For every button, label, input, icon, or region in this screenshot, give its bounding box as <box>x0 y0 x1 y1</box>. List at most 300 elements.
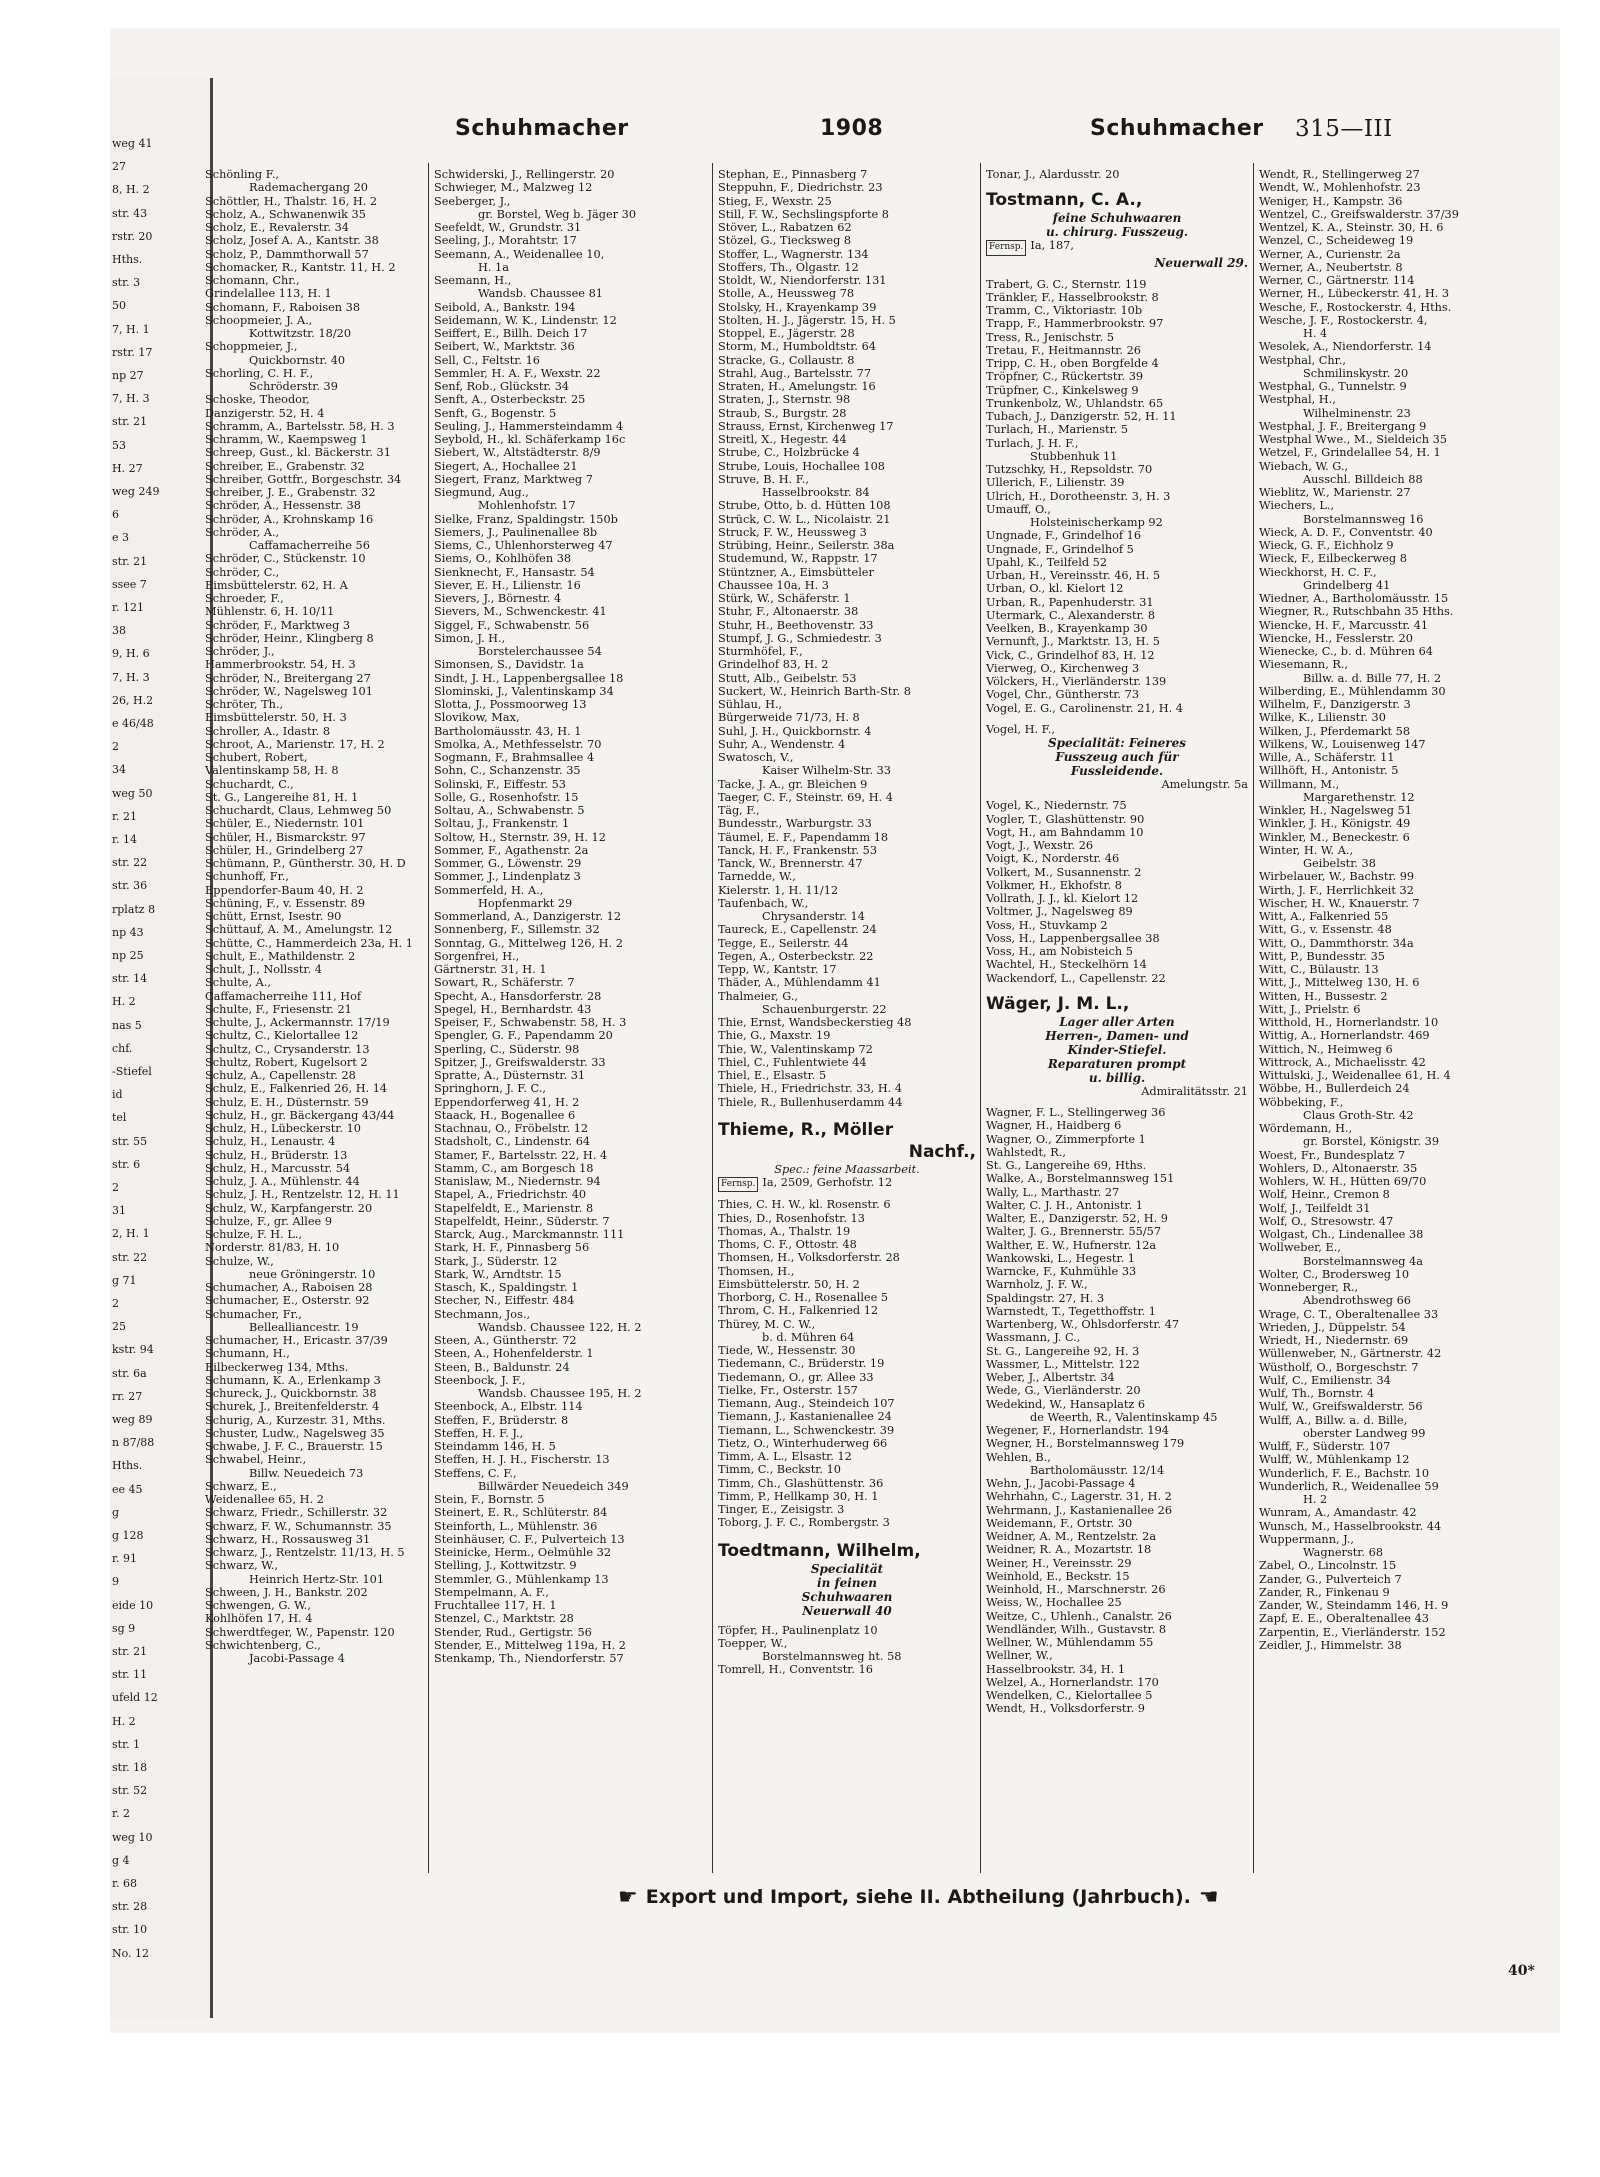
waeger-line-4: Reparaturen prompt <box>1047 1056 1187 1071</box>
margin-fragment: str. 28 <box>112 1900 148 1914</box>
directory-entry: Schröder, A., Hessenstr. 38 <box>205 499 361 513</box>
directory-entry: Stark, J., Süderstr. 12 <box>434 1254 558 1268</box>
directory-entry: Tepp, W., Kantstr. 17 <box>718 963 837 976</box>
directory-entry: Wesolek, A., Niendorferstr. 14 <box>1259 340 1432 354</box>
directory-entry: Ausschl. Billdeich 88 <box>1303 472 1423 486</box>
directory-entry: Stözel, G., Tiecksweg 8 <box>718 234 852 248</box>
directory-entry: Jacobi-Passage 4 <box>249 1652 345 1665</box>
directory-entry: Winkler, H., Nagelsweg 51 <box>1259 804 1412 817</box>
directory-entry: Wrage, C. T., Oberaltenallee 33 <box>1259 1307 1439 1321</box>
margin-fragment: np 27 <box>112 369 144 382</box>
directory-entry: Borstelerchaussee 54 <box>478 645 602 658</box>
directory-entry: Thalmeier, G., <box>718 989 798 1003</box>
directory-entry: Timm, A. L., Elsastr. 12 <box>718 1450 852 1463</box>
directory-entry: Tiedemann, O., gr. Allee 33 <box>718 1370 874 1384</box>
directory-entry: Schumacher, E., Osterstr. 92 <box>205 1294 370 1308</box>
directory-entry: Schureck, J., Quickbornstr. 38 <box>205 1387 377 1400</box>
directory-entry: Schröder, C., <box>205 565 280 579</box>
directory-entry: Mohlenhofstr. 17 <box>478 499 576 513</box>
directory-entry: Schwarz, H., Rossausweg 31 <box>205 1532 371 1546</box>
directory-entry: Wille, A., Schäferstr. 11 <box>1259 751 1395 764</box>
directory-entry: Schomacker, R., Kantstr. 11, H. 2 <box>205 260 396 274</box>
margin-fragment: str. 52 <box>112 1784 148 1798</box>
directory-entry: Sievers, J., Börnestr. 4 <box>434 592 562 605</box>
directory-entry: Wehrhahn, C., Lagerstr. 31, H. 2 <box>986 1490 1172 1504</box>
directory-entry: Schröder, Heinr., Klingberg 8 <box>205 631 374 645</box>
directory-entry: Stumpf, J. G., Schmiedestr. 3 <box>718 631 882 645</box>
directory-entry: Sogmann, F., Brahmsallee 4 <box>434 751 595 764</box>
margin-fragment: rr. 27 <box>112 1389 143 1403</box>
directory-entry: Wischer, H. W., Knauerstr. 7 <box>1259 896 1420 910</box>
directory-entry: Wienecke, C., b. d. Mühren 64 <box>1259 645 1433 658</box>
directory-entry: Wördemann, H., <box>1259 1122 1353 1135</box>
directory-entry: Senft, G., Bogenstr. 5 <box>434 406 557 420</box>
margin-fragment: str. 43 <box>112 206 148 220</box>
directory-entry: Stachnau, O., Fröbelstr. 12 <box>434 1122 589 1135</box>
directory-entry: Wuppermann, J., <box>1259 1532 1354 1546</box>
directory-entry: Wilken, J., Pferdemarkt 58 <box>1259 724 1411 738</box>
margin-fragment: g <box>112 1505 120 1519</box>
directory-entry: Urban, R., Papenhuderstr. 31 <box>986 595 1154 609</box>
margin-fragment: 26, H.2 <box>112 693 154 707</box>
directory-entry: Schüler, E., Niedernstr. 101 <box>205 817 365 831</box>
directory-entry: Stoppel, E., Jägerstr. 28 <box>718 327 855 340</box>
directory-entry: Schumacher, H., Ericastr. 37/39 <box>205 1334 388 1347</box>
directory-entry: Wandsb. Chaussee 122, H. 2 <box>478 1320 642 1334</box>
directory-entry: Willmann, M., <box>1259 777 1340 791</box>
directory-entry: Urban, O., kl. Kielort 12 <box>986 582 1124 596</box>
directory-entry: Schröder, A., Krohnskamp 16 <box>205 512 374 526</box>
directory-entry: Witthold, H., Hornerlandstr. 10 <box>1259 1016 1439 1029</box>
directory-entry: Witten, H., Bussestr. 2 <box>1259 989 1388 1003</box>
margin-fragment: 7, H. 1 <box>112 322 150 336</box>
directory-entry: Struck, F. W., Heussweg 3 <box>718 525 867 539</box>
margin-fragment: n 87/88 <box>112 1436 155 1450</box>
directory-entry: Straten, J., Sternstr. 98 <box>718 393 851 407</box>
directory-entry: Schröder, C., Stückenstr. 10 <box>205 552 366 566</box>
thieme-name-2: Nachf., <box>908 1141 976 1162</box>
directory-entry: Wellner, W., <box>986 1649 1053 1663</box>
directory-entry: Borstelmannsweg 4a <box>1303 1254 1424 1268</box>
directory-entry: Thoms, C. F., Ottostr. 48 <box>718 1238 857 1251</box>
directory-entry: Wiebach, W. G., <box>1259 459 1349 473</box>
thieme-name-1: Thieme, R., Möller <box>718 1119 894 1140</box>
directory-entry: Wulff, W., Mühlenkamp 12 <box>1259 1453 1410 1467</box>
directory-entry: Trapp, F., Hammerbrookstr. 97 <box>986 317 1164 331</box>
waeger-address: Admiralitätsstr. 21 <box>1141 1084 1248 1098</box>
margin-fragment: g 128 <box>112 1529 144 1542</box>
directory-entry: Schmilinskystr. 20 <box>1303 366 1409 380</box>
directory-entry: Wolgast, Ch., Lindenallee 38 <box>1259 1228 1424 1241</box>
waeger-advertisement <box>986 993 1248 1098</box>
directory-entry: Schulz, J. A., Mühlenstr. 44 <box>205 1175 360 1188</box>
directory-entry: Schulz, J. H., Rentzelstr. 12, H. 11 <box>205 1188 400 1202</box>
directory-entry: Siems, C., Uhlenhorsterweg 47 <box>434 539 613 552</box>
directory-entry: Sonntag, G., Mittelweg 126, H. 2 <box>434 936 623 950</box>
directory-entry: Ungnade, F., Grindelhof 16 <box>986 529 1142 543</box>
directory-entry: Timm, P., Hellkamp 30, H. 1 <box>718 1489 879 1503</box>
directory-entry: Struve, B. H. F., <box>718 472 809 486</box>
vogel-advertisement <box>986 723 1248 792</box>
directory-entry: Schulze, F. H. L., <box>205 1228 303 1241</box>
directory-entry: Stapelfeldt, E., Marienstr. 8 <box>434 1201 594 1215</box>
directory-entry: Welzel, A., Hornerlandstr. 170 <box>986 1675 1159 1689</box>
directory-entry: Weber, J., Albertstr. 34 <box>986 1371 1115 1384</box>
waeger-name: Wäger, J. M. L., <box>986 993 1130 1014</box>
directory-entry: gr. Borstel, Königstr. 39 <box>1303 1135 1440 1149</box>
directory-entry: Schwarz, F. W., Schumannstr. 35 <box>205 1519 392 1533</box>
directory-entry: Sindt, J. H., Lappenbergsallee 18 <box>434 671 624 685</box>
directory-entry: Wendt, W., Mohlenhofstr. 23 <box>1259 181 1421 195</box>
directory-entry: Mühlenstr. 6, H. 10/11 <box>205 605 335 619</box>
directory-entry: Wassmann, J. C., <box>986 1331 1081 1345</box>
directory-entry: Tielke, Fr., Osterstr. 157 <box>718 1383 858 1397</box>
directory-entry: Specht, A., Hansdorferstr. 28 <box>434 989 602 1003</box>
directory-entry: Seibert, W., Marktstr. 36 <box>434 340 575 354</box>
directory-entry: Toepper, W., <box>718 1636 788 1650</box>
directory-entry: Wirbelauer, W., Bachstr. 99 <box>1259 870 1415 884</box>
directory-entry: Stadsholt, C., Lindenstr. 64 <box>434 1135 591 1149</box>
margin-fragment: str. 1 <box>112 1737 141 1751</box>
directory-entry: Wartenberg, W., Ohlsdorferstr. 47 <box>986 1318 1180 1331</box>
directory-entry: Valentinskamp 58, H. 8 <box>205 764 339 778</box>
directory-entry: Stuhr, F., Altonaerstr. 38 <box>718 605 859 619</box>
directory-entry: Vogt, H., am Bahndamm 10 <box>986 825 1144 839</box>
toedtmann-name: Toedtmann, Wilhelm, <box>718 1540 921 1561</box>
directory-entry: Seeling, J., Morahtstr. 17 <box>434 234 577 248</box>
directory-entry: Voltmer, J., Nagelsweg 89 <box>986 905 1133 919</box>
directory-entry: Wetzel, F., Grindelallee 54, H. 1 <box>1259 446 1441 460</box>
directory-entry: Schulte, A., <box>205 976 271 990</box>
directory-entry: Tränkler, F., Hasselbrookstr. 8 <box>986 290 1159 304</box>
directory-entry: Wachtel, H., Steckelhörn 14 <box>986 958 1147 972</box>
directory-entry: Wankowski, L., Hegestr. 1 <box>986 1251 1135 1265</box>
directory-entry: Norderstr. 81/83, H. 10 <box>205 1241 340 1255</box>
directory-entry: Seuling, J., Hammersteindamm 4 <box>434 419 624 433</box>
directory-entry: b. d. Mühren 64 <box>762 1330 855 1344</box>
directory-entry: Claus Groth-Str. 42 <box>1303 1108 1414 1122</box>
directory-entry: Wagner, F. L., Stellingerweg 36 <box>986 1106 1166 1119</box>
directory-entry: Tröpfner, C., Rückertstr. 39 <box>986 370 1144 384</box>
margin-fragment: str. 18 <box>112 1761 148 1774</box>
directory-entry: Willhöft, H., Antonistr. 5 <box>1259 764 1399 778</box>
directory-entry: Schröder, A., <box>205 525 280 539</box>
directory-entry: Wilkens, W., Louisenweg 147 <box>1259 737 1426 751</box>
directory-entry: Schurig, A., Kurzestr. 31, Mths. <box>205 1413 386 1427</box>
directory-entry: Thiele, H., Friedrichstr. 33, H. 4 <box>718 1082 903 1096</box>
directory-entry: Chaussee 10a, H. 3 <box>718 578 829 592</box>
directory-entry: Thorborg, C. H., Rosenallee 5 <box>718 1291 889 1304</box>
directory-entry: Schurek, J., Breitenfelderstr. 4 <box>205 1400 380 1414</box>
directory-entry: Weidenallee 65, H. 2 <box>205 1493 324 1506</box>
margin-fragment: e 46/48 <box>112 717 154 730</box>
directory-entry: Thiel, E., Elsastr. 5 <box>718 1069 827 1082</box>
directory-entry: Thies, C. H. W., kl. Rosenstr. 6 <box>718 1198 891 1212</box>
margin-fragment: g 71 <box>112 1273 137 1287</box>
directory-entry: Suckert, W., Heinrich Barth-Str. 8 <box>718 684 911 698</box>
directory-entry: Slotta, J., Possmoorweg 13 <box>434 698 587 711</box>
directory-entry: Bartholomäusstr. 12/14 <box>1030 1463 1165 1477</box>
directory-entry: Schulze, F., gr. Allee 9 <box>205 1214 333 1228</box>
directory-column-4 <box>986 168 1248 1716</box>
thieme-phone-line <box>718 1176 976 1192</box>
directory-column-2 <box>434 168 707 1665</box>
directory-entry: Seidemann, W. K., Lindenstr. 12 <box>434 313 617 327</box>
toedtmann-advertisement <box>718 1540 976 1618</box>
directory-entry: Wittich, N., Heimweg 6 <box>1259 1042 1393 1056</box>
margin-fragment: str. 21 <box>112 415 148 429</box>
directory-entry: Scholz, A., Schwanenwik 35 <box>205 207 366 221</box>
directory-entry: Steppuhn, F., Diedrichstr. 23 <box>718 181 883 195</box>
directory-entry: Schult, E., Mathildenstr. 2 <box>205 949 356 963</box>
directory-entry: Eppendorferweg 41, H. 2 <box>434 1095 580 1109</box>
directory-entry: Billw. a. d. Bille 77, H. 2 <box>1303 671 1442 685</box>
margin-fragment: 34 <box>112 763 126 777</box>
directory-entry: Abendrothsweg 66 <box>1303 1294 1411 1308</box>
vogel-line-2: Fusszeug auch für <box>1055 750 1179 764</box>
directory-entry: Schorling, C. H. F., <box>205 366 314 380</box>
directory-entry: Stolsky, H., Krayenkamp 39 <box>718 300 877 314</box>
directory-entry: Schwarz, Friedr., Schillerstr. 32 <box>205 1506 388 1520</box>
tostmann-phone: Ia, 187, <box>1030 239 1074 253</box>
directory-entry: Zander, W., Steindamm 146, H. 9 <box>1259 1599 1449 1612</box>
directory-entry: Tegge, E., Seilerstr. 44 <box>718 936 849 950</box>
margin-fragment: weg 41 <box>112 137 153 150</box>
directory-entry: Sonnenberg, F., Sillemstr. 32 <box>434 923 600 937</box>
margin-fragment: str. 22 <box>112 1250 148 1264</box>
directory-entry: Schwerdtfeger, W., Papenstr. 120 <box>205 1625 395 1639</box>
directory-entry: Siemers, J., Paulinenallee 8b <box>434 525 598 539</box>
directory-entry: Warnholz, J. F. W., <box>986 1278 1088 1292</box>
directory-entry: Veelken, B., Krayenkamp 30 <box>986 622 1148 635</box>
directory-entry: Stenzel, C., Marktstr. 28 <box>434 1612 574 1626</box>
directory-entry: Werner, C., Gärtnerstr. 114 <box>1259 274 1415 287</box>
thieme-advertisement <box>718 1119 976 1193</box>
directory-entry: St. G., Langereihe 69, Hths. <box>986 1159 1147 1172</box>
directory-entry: Wackendorf, L., Capellenstr. 22 <box>986 971 1166 985</box>
directory-entry: Thomas, A., Thalstr. 19 <box>718 1224 851 1238</box>
toedtmann-line-3: Schuhwaaren <box>801 1589 893 1604</box>
directory-entry: Kaiser Wilhelm-Str. 33 <box>762 764 891 778</box>
directory-entry: Schütt, Ernst, Isestr. 90 <box>205 910 342 923</box>
directory-entry: Eimsbüttelerstr. 50, H. 3 <box>205 711 347 725</box>
directory-entry: Sienknecht, F., Hansastr. 54 <box>434 565 595 579</box>
directory-entry: Zabel, O., Lincolnstr. 15 <box>1259 1559 1397 1573</box>
margin-fragment: ufeld 12 <box>112 1691 158 1705</box>
margin-fragment: sg 9 <box>112 1621 136 1635</box>
directory-entry: Stutt, Alb., Geibelstr. 53 <box>718 671 857 685</box>
column-divider <box>712 163 713 1873</box>
directory-entry: Ullerich, F., Lilienstr. 39 <box>986 476 1125 490</box>
margin-fragment: g 4 <box>112 1853 130 1867</box>
directory-entry: Seemann, H., <box>434 274 512 287</box>
directory-entry: Seybold, H., kl. Schäferkamp 16c <box>434 433 626 446</box>
directory-entry: Steffen, F., Brüderstr. 8 <box>434 1413 569 1427</box>
directory-entry: Heinrich Hertz-Str. 101 <box>249 1572 385 1586</box>
directory-entry: Weidemann, F., Ortstr. 30 <box>986 1516 1133 1530</box>
directory-entry: Wüllenweber, N., Gärtnerstr. 42 <box>1259 1347 1442 1361</box>
directory-entry: Wahlstedt, R., <box>986 1145 1066 1159</box>
margin-fragment: 9, H. 6 <box>112 647 150 661</box>
directory-entry: Simonsen, S., Davidstr. 1a <box>434 658 584 672</box>
directory-entry: Wulff, A., Billw. a. d. Bille, <box>1259 1413 1408 1427</box>
directory-entry: neue Gröningerstr. 10 <box>249 1267 376 1281</box>
directory-entry: Schröder, F., Marktweg 3 <box>205 618 351 632</box>
directory-entry: Slovikow, Max, <box>434 711 520 725</box>
directory-entry: Scholz, Josef A. A., Kantstr. 38 <box>205 234 379 248</box>
margin-fragment: rstr. 17 <box>112 345 153 359</box>
directory-entry: Schwengen, G. W., <box>205 1599 311 1612</box>
directory-entry: Stieg, F., Wexstr. 25 <box>718 194 832 208</box>
tostmann-line-1: feine Schuhwaaren <box>1052 211 1182 226</box>
margin-fragment: rstr. 20 <box>112 229 153 243</box>
directory-entry: Straub, S., Burgstr. 28 <box>718 406 847 420</box>
directory-entry: Stelling, J., Kottwitzstr. 9 <box>434 1559 577 1573</box>
margin-fragment: r. 68 <box>112 1877 138 1890</box>
directory-entry: Thomsen, H., Volksdorferstr. 28 <box>718 1251 900 1265</box>
waeger-line-1: Lager aller Arten <box>1059 1014 1175 1029</box>
directory-entry: Wüstholf, O., Borgeschstr. 7 <box>1259 1360 1419 1374</box>
directory-entry: Vogel, Chr., Güntherstr. 73 <box>986 688 1140 702</box>
directory-entry: Turlach, H., Marienstr. 5 <box>986 423 1129 437</box>
directory-entry: Stoffer, L., Wagnerstr. 134 <box>718 247 869 261</box>
directory-entry: Speiser, F., Schwabenstr. 58, H. 3 <box>434 1016 627 1029</box>
margin-fragment: tel <box>112 1111 127 1125</box>
directory-entry: Werner, A., Curienstr. 2a <box>1259 247 1401 261</box>
directory-entry: Voigt, K., Norderstr. 46 <box>986 852 1120 866</box>
footer-text: Export und Import, siehe II. Abtheilung (Jahrbuch). <box>645 1886 1191 1908</box>
directory-entry: Wedekind, W., Hansaplatz 6 <box>986 1397 1146 1411</box>
directory-entry: Sielke, Franz, Spaldingstr. 150b <box>434 512 618 526</box>
directory-entry: Woest, Fr., Bundesplatz 7 <box>1259 1148 1406 1162</box>
margin-fragment: str. 6 <box>112 1157 141 1171</box>
directory-entry: Wendländer, Wilh., Gustavstr. 8 <box>986 1622 1167 1636</box>
margin-fragment: 2, H. 1 <box>112 1227 150 1241</box>
directory-entry: Schomann, Chr., <box>205 274 300 287</box>
directory-entry: Strube, Louis, Hochallee 108 <box>718 459 885 473</box>
directory-entry: Trüpfner, C., Kinkelsweg 9 <box>986 383 1139 397</box>
directory-entry: St. G., Langereihe 92, H. 3 <box>986 1344 1140 1358</box>
directory-entry: Wellner, W., Mühlendamm 55 <box>986 1636 1154 1649</box>
page-number: 315—III <box>1295 116 1393 142</box>
directory-entry: Schwiderski, J., Rellingerstr. 20 <box>434 168 615 181</box>
directory-entry: Westphal, Chr., <box>1259 353 1347 367</box>
directory-entry: Margarethenstr. 12 <box>1303 790 1415 804</box>
directory-entry: Spitzer, J., Greifswalderstr. 33 <box>434 1055 606 1069</box>
directory-entry: Wendt, H., Volksdorferstr. 9 <box>986 1702 1145 1716</box>
directory-entry: Wilke, K., Lilienstr. 30 <box>1259 711 1386 725</box>
directory-entry: Schulz, H., Marcusstr. 54 <box>205 1161 351 1175</box>
directory-entry: Steinforth, L., Mühlenstr. 36 <box>434 1519 598 1533</box>
column-divider <box>428 163 429 1873</box>
directory-entry: Wolf, Heinr., Cremon 8 <box>1259 1188 1390 1202</box>
directory-entry: Schöttler, H., Thalstr. 16, H. 2 <box>205 194 378 208</box>
directory-entry: Stark, W., Arndtstr. 15 <box>434 1267 562 1281</box>
directory-entry: Weidner, A. M., Rentzelstr. 2a <box>986 1530 1157 1543</box>
directory-entry: Bürgerweide 71/73, H. 8 <box>718 711 860 725</box>
directory-entry: Tripp, C. H., oben Borgfelde 4 <box>986 357 1159 370</box>
directory-entry: Taufenbach, W., <box>718 896 809 910</box>
directory-entry: Schumann, H., <box>205 1347 290 1361</box>
margin-fragment: ee 45 <box>112 1482 143 1496</box>
directory-entry: Smolka, A., Methfesselstr. 70 <box>434 737 602 751</box>
directory-entry: Thie, W., Valentinskamp 72 <box>718 1042 873 1056</box>
directory-entry: Wunsch, M., Hasselbrookstr. 44 <box>1259 1519 1442 1533</box>
directory-entry: Wagner, O., Zimmerpforte 1 <box>986 1132 1146 1146</box>
directory-entry: Wolter, C., Brodersweg 10 <box>1259 1267 1410 1281</box>
directory-entry: Tramm, C., Viktoriastr. 10b <box>986 304 1143 317</box>
directory-entry: Werner, A., Neubertstr. 8 <box>1259 260 1403 274</box>
directory-entry: Solle, G., Rosenhofstr. 15 <box>434 790 579 804</box>
directory-entry: Seeberger, J., <box>434 194 511 208</box>
directory-entry: Schumann, K. A., Erlenkamp 3 <box>205 1373 381 1387</box>
tostmann-line-2: u. chirurg. Fusszeug. <box>1045 225 1189 240</box>
directory-entry: Schreiber, J. E., Grabenstr. 32 <box>205 486 376 499</box>
directory-entry: Schütte, C., Hammerdeich 23a, H. 1 <box>205 936 413 950</box>
margin-fragment: str. 10 <box>112 1923 148 1937</box>
directory-entry: Sommerfeld, H. A., <box>434 883 544 897</box>
directory-entry: Siems, O., Kohlhöfen 38 <box>434 552 572 566</box>
directory-entry: Wieck, F., Eilbeckerweg 8 <box>1259 552 1407 566</box>
directory-entry: Schramm, A., Bartelsstr. 58, H. 3 <box>205 419 395 433</box>
directory-entry: Eimsbüttelerstr. 50, H. 2 <box>718 1277 860 1291</box>
directory-entry: Steinhäuser, C. F., Pulverteich 13 <box>434 1532 625 1546</box>
directory-entry: Tutzschky, H., Repsoldstr. 70 <box>986 463 1153 476</box>
margin-fragment: str. 36 <box>112 879 148 893</box>
directory-entry: Seemann, A., Weidenallee 10, <box>434 247 605 261</box>
directory-entry: Siebert, W., Altstädterstr. 8/9 <box>434 446 601 460</box>
tostmann-name: Tostmann, C. A., <box>986 190 1143 211</box>
directory-entry: Schüning, F., v. Essenstr. 89 <box>205 896 366 910</box>
directory-entry: Stender, Rud., Gertigstr. 56 <box>434 1625 592 1639</box>
directory-entry: Weitze, C., Uhlenh., Canalstr. 26 <box>986 1609 1172 1623</box>
directory-entry: Wehn, J., Jacobi-Passage 4 <box>986 1477 1136 1490</box>
directory-entry: Sohn, C., Schanzenstr. 35 <box>434 764 581 778</box>
directory-entry: Umauff, O., <box>986 502 1051 516</box>
directory-entry: Utermark, C., Alexanderstr. 8 <box>986 608 1156 622</box>
directory-entry: Weidner, R. A., Mozartstr. 18 <box>986 1543 1152 1557</box>
directory-entry: Wentzel, K. A., Steinstr. 30, H. 6 <box>1259 221 1444 234</box>
directory-entry: Steinert, E. R., Schlüterstr. 84 <box>434 1506 608 1520</box>
directory-entry: Walter, J. G., Brennerstr. 55/57 <box>986 1225 1162 1239</box>
directory-entry: Wiesemann, R., <box>1259 658 1349 672</box>
header-left-title: Schuhmacher <box>455 116 629 141</box>
directory-entry: Straten, H., Amelungstr. 16 <box>718 380 876 393</box>
directory-entry: Scholz, E., Revalerstr. 34 <box>205 221 349 234</box>
directory-entry: Steffens, C. F., <box>434 1466 517 1480</box>
directory-entry: Schüler, H., Bismarckstr. 97 <box>205 830 366 844</box>
directory-entry: Vick, C., Grindelhof 83, H. 12 <box>986 648 1155 662</box>
phone-label: Fernsp. <box>986 240 1026 255</box>
directory-entry: Wiechers, L., <box>1259 499 1335 513</box>
directory-entry: Steen, A., Hohenfelderstr. 1 <box>434 1347 594 1361</box>
directory-entry: Schroot, A., Marienstr. 17, H. 2 <box>205 737 385 751</box>
phone-label: Fernsp. <box>718 1177 758 1192</box>
margin-fragment: r. 21 <box>112 809 138 823</box>
directory-entry: Wegner, H., Borstelmannsweg 179 <box>986 1437 1185 1451</box>
vogel-address: Amelungstr. 5a <box>1161 778 1248 791</box>
margin-fragment: H. 2 <box>112 995 136 1009</box>
directory-entry: Ulrich, H., Dorotheenstr. 3, H. 3 <box>986 489 1171 503</box>
directory-entry: Weiss, W., Hochallee 25 <box>986 1596 1122 1610</box>
directory-entry: Strauss, Ernst, Kirchenweg 17 <box>718 419 894 433</box>
directory-entry: Danzigerstr. 52, H. 4 <box>205 406 325 420</box>
directory-entry: Tiemann, Aug., Steindeich 107 <box>718 1397 895 1410</box>
directory-entry: Schulz, H., Lübeckerstr. 10 <box>205 1122 361 1135</box>
directory-entry: Wally, L., Marthastr. 27 <box>986 1185 1120 1199</box>
directory-entry: Fruchtallee 117, H. 1 <box>434 1599 557 1612</box>
directory-entry: Siegert, A., Hochallee 21 <box>434 459 578 473</box>
